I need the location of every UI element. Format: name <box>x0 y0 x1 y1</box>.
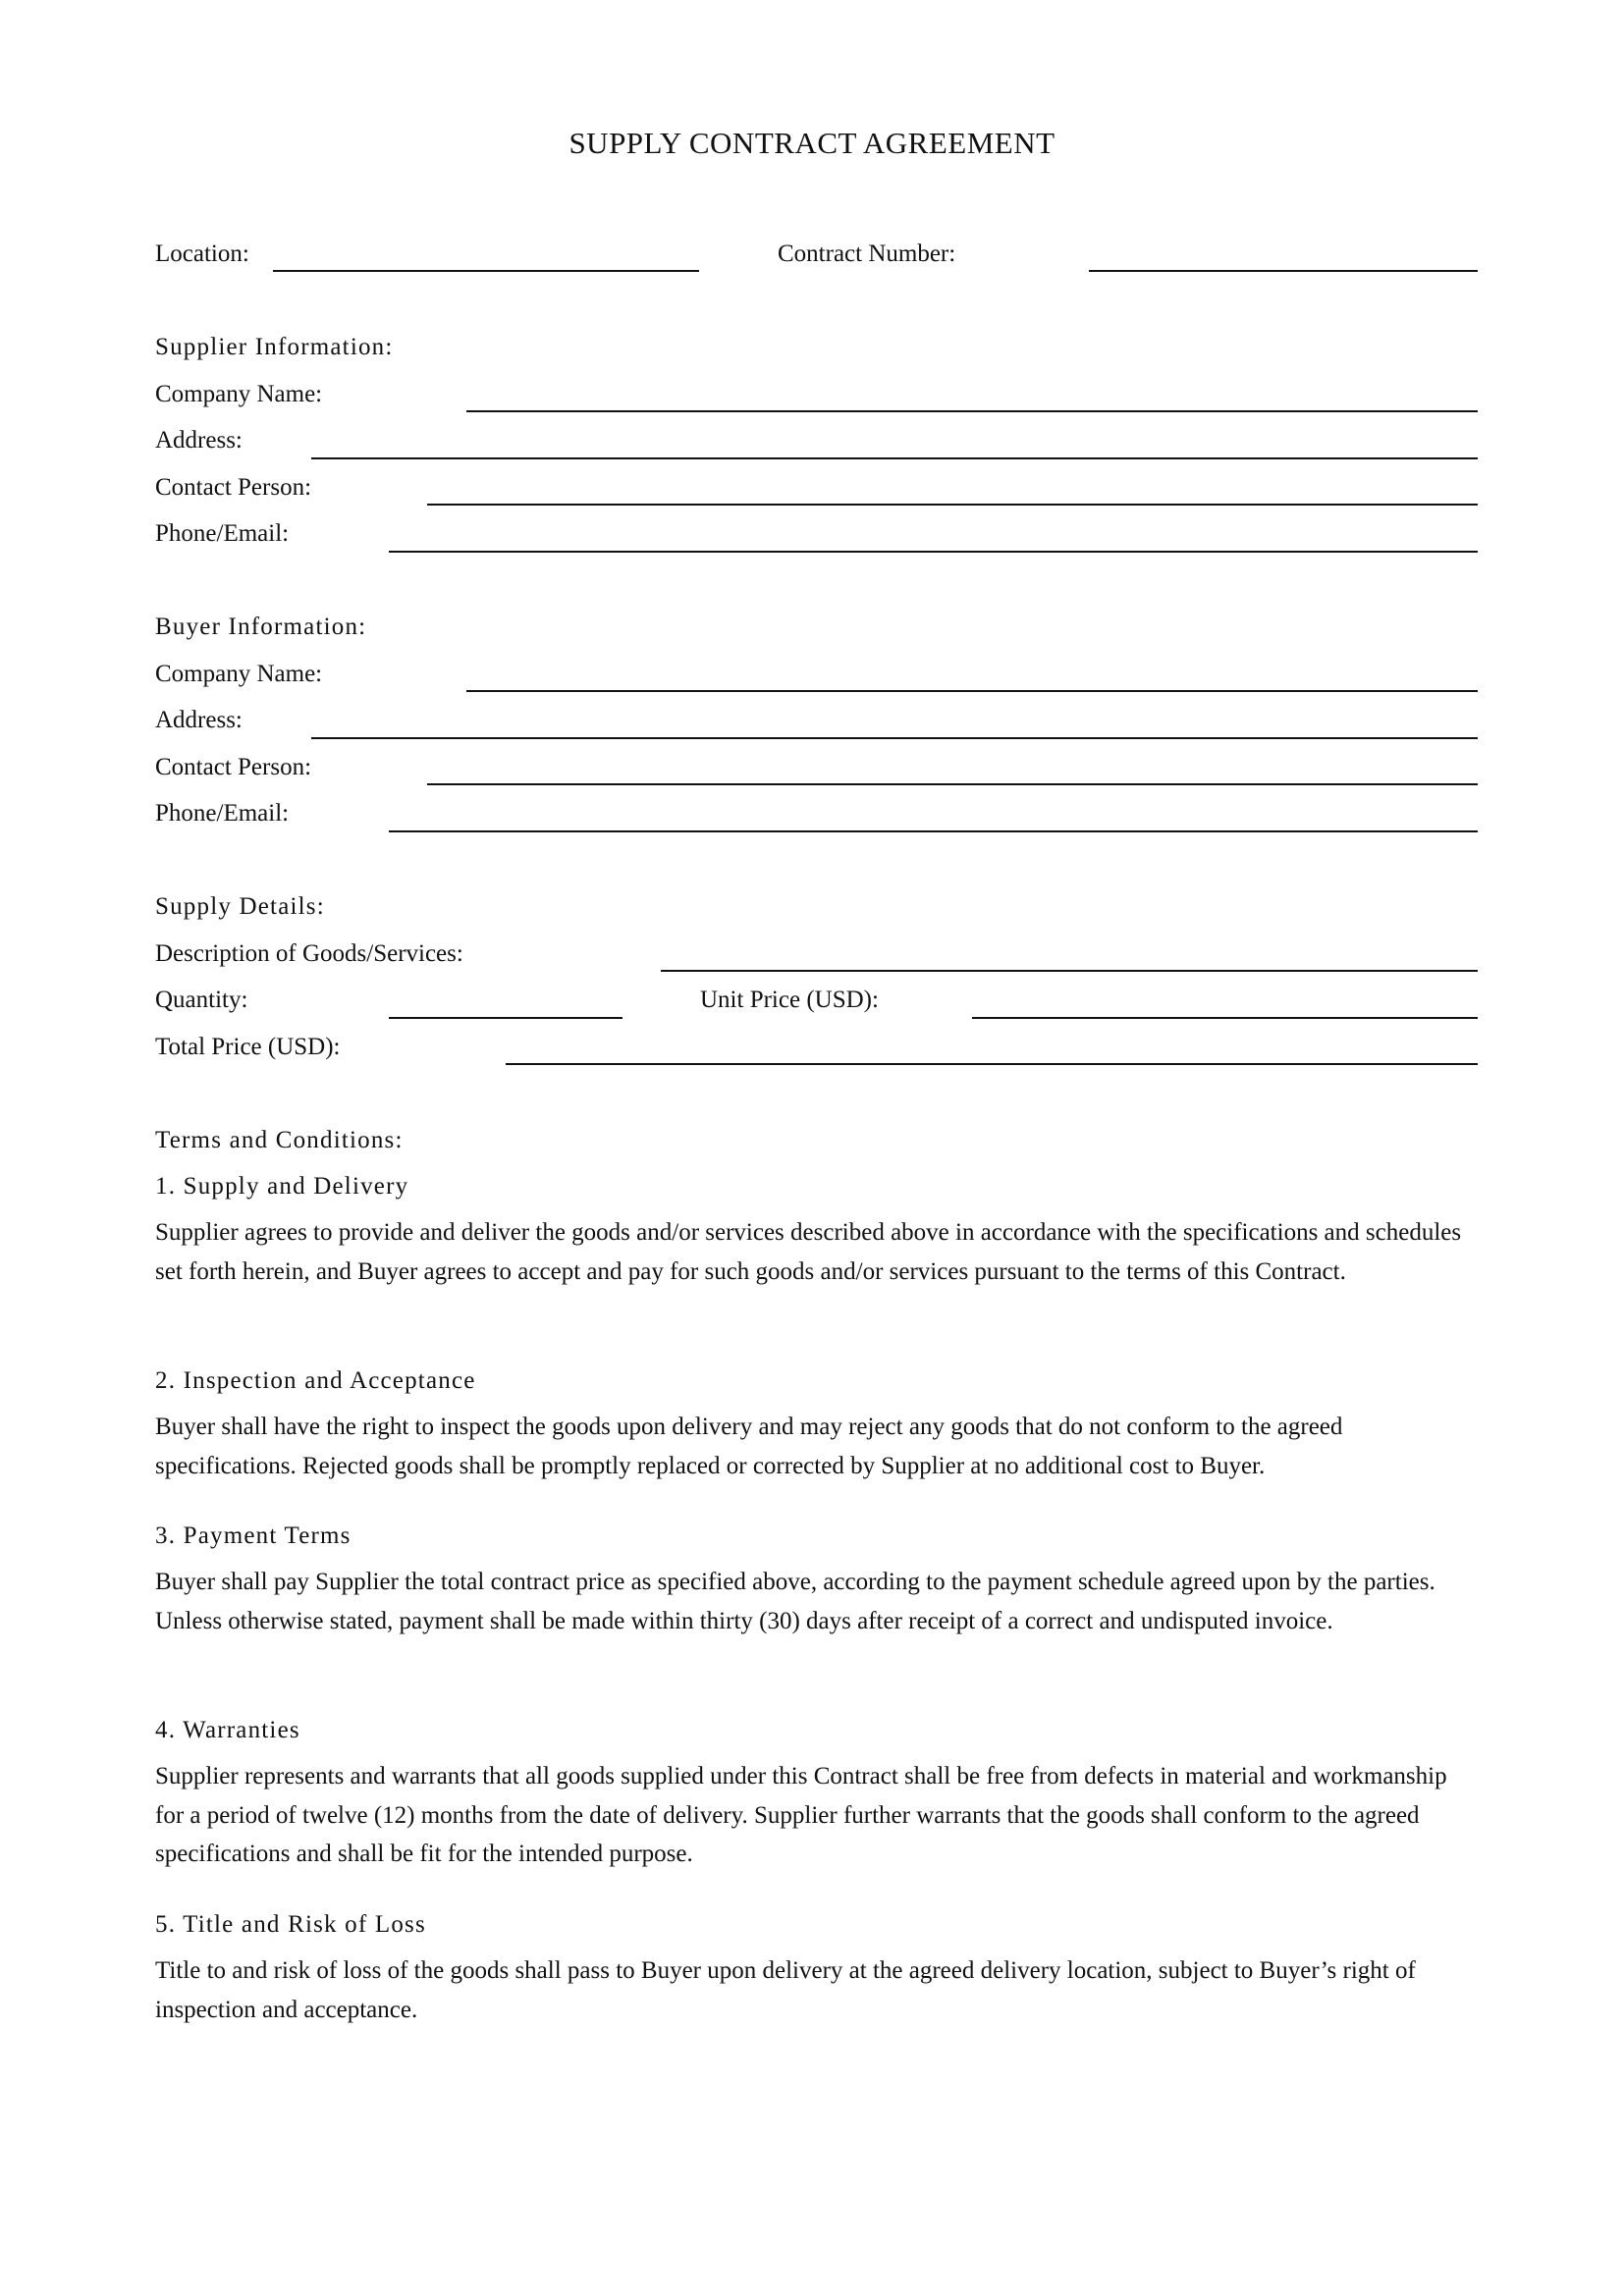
quantity-field[interactable] <box>389 1017 623 1019</box>
section-title: 3. Payment Terms <box>155 1522 352 1549</box>
section-title: 5. Title and Risk of Loss <box>155 1911 426 1938</box>
buyer-address-label: Address: <box>155 707 243 733</box>
document-title: SUPPLY CONTRACT AGREEMENT <box>568 126 1056 160</box>
unit-price-label: Unit Price (USD): <box>700 987 879 1013</box>
section-title: 4. Warranties <box>155 1717 300 1743</box>
contract-number-label: Contract Number: <box>778 240 956 267</box>
supply-details-heading: Supply Details: <box>155 893 325 920</box>
section-text: Buyer shall have the right to inspect the goods upon delivery and may reject any goods that do not conform to the agreed specifications. Rejected goods shall be promptly replaced or corrected by Supplier at no additional cost to Buyer. <box>155 1414 1343 1479</box>
supplier-company-name-label: Company Name: <box>155 381 323 407</box>
contract-number-field[interactable] <box>1089 270 1478 272</box>
section-text: Buyer shall pay Supplier the total contract price as specified above, according to the payment schedule agreed upon by the parties. Unless otherwise stated, payment shall be made within thirty (30) days after receipt of a correct and undisputed invoice. <box>155 1569 1435 1634</box>
description-label: Description of Goods/Services: <box>155 940 463 967</box>
supplier-company-name-field[interactable] <box>466 410 1478 412</box>
supplier-phone-email-field[interactable] <box>389 551 1478 553</box>
section-text: Title to and risk of loss of the goods shall pass to Buyer upon delivery at the agreed delivery location, subject to Buyer’s right of inspection and acceptance. <box>155 1957 1416 2023</box>
location-label: Location: <box>155 240 249 267</box>
buyer-company-name-label: Company Name: <box>155 661 323 687</box>
buyer-company-name-field[interactable] <box>466 690 1478 692</box>
buyer-phone-email-label: Phone/Email: <box>155 800 290 827</box>
unit-price-field[interactable] <box>972 1017 1478 1019</box>
total-price-field[interactable] <box>506 1063 1478 1065</box>
section-title: 1. Supply and Delivery <box>155 1173 409 1200</box>
section-title: 2. Inspection and Acceptance <box>155 1367 476 1394</box>
supplier-phone-email-label: Phone/Email: <box>155 520 290 547</box>
buyer-contact-person-field[interactable] <box>427 783 1478 785</box>
section-text: Supplier agrees to provide and deliver the goods and/or services described above in accordance with the specifications and schedules set forth herein, and Buyer agrees to accept and pay for such goods and/or services pursuant to the terms of this Contract. <box>155 1219 1462 1285</box>
buyer-contact-person-label: Contact Person: <box>155 754 312 780</box>
buyer-phone-email-field[interactable] <box>389 830 1478 832</box>
supplier-contact-person-label: Contact Person: <box>155 474 312 501</box>
buyer-information-heading: Buyer Information: <box>155 614 367 640</box>
terms-heading: Terms and Conditions: <box>155 1127 404 1153</box>
supplier-address-label: Address: <box>155 427 243 454</box>
location-field[interactable] <box>273 270 699 272</box>
supplier-address-field[interactable] <box>311 457 1478 459</box>
supplier-information-heading: Supplier Information: <box>155 334 394 360</box>
description-field[interactable] <box>661 970 1478 972</box>
quantity-label: Quantity: <box>155 987 248 1013</box>
buyer-address-field[interactable] <box>311 737 1478 739</box>
section-text: Supplier represents and warrants that all goods supplied under this Contract shall be free from defects in material and workmanship for a period of twelve (12) months from the date of delivery. Supplier further warrants that the goods shall conform to the agreed specifications and shall be fit for the intended purpose. <box>155 1763 1447 1867</box>
total-price-label: Total Price (USD): <box>155 1034 341 1060</box>
supplier-contact-person-field[interactable] <box>427 504 1478 506</box>
